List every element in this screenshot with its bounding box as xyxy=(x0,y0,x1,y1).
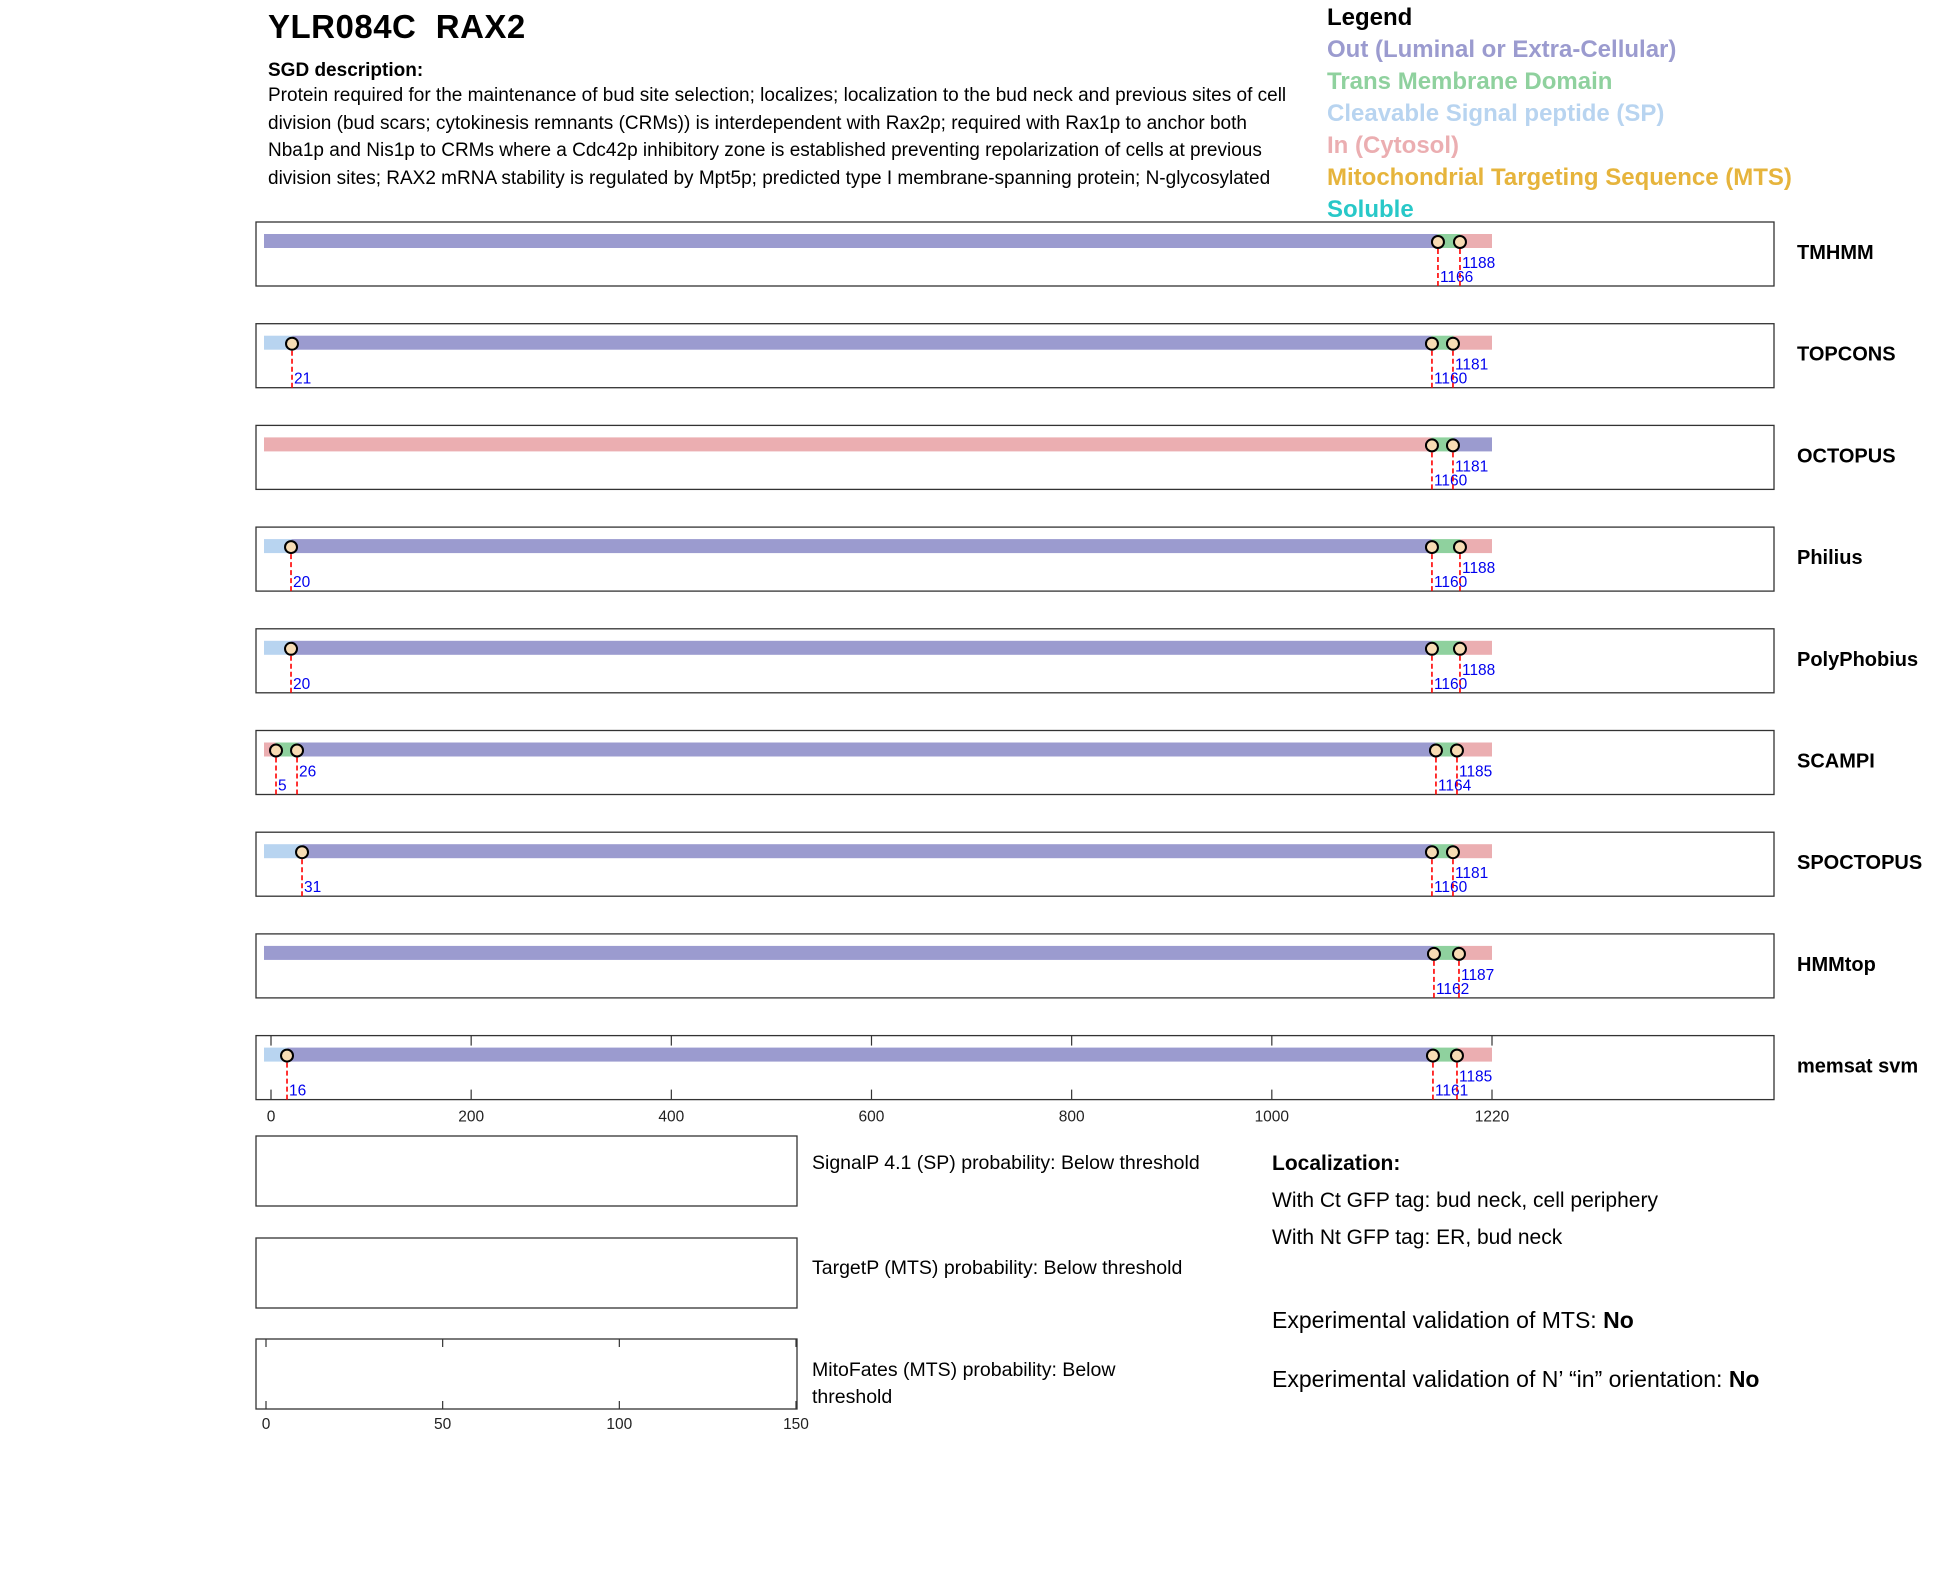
legend-item-out: Out (Luminal or Extra-Cellular) xyxy=(1327,36,1677,63)
track-frame xyxy=(256,731,1774,795)
track-frame xyxy=(256,832,1774,896)
probability-panel xyxy=(256,1136,797,1206)
legend-item-soluble: Soluble xyxy=(1327,196,1414,223)
boundary-label: 1181 xyxy=(1454,865,1489,883)
panel-x-tick-label: 50 xyxy=(434,1416,452,1433)
boundary-label: 1185 xyxy=(1458,763,1493,781)
gene-id: YLR084C xyxy=(268,8,417,45)
x-tick-label: 400 xyxy=(658,1108,685,1126)
boundary-label: 1185 xyxy=(1458,1068,1493,1086)
boundary-marker xyxy=(1451,1050,1463,1062)
boundary-label: 21 xyxy=(294,370,312,388)
boundary-label: 1188 xyxy=(1461,560,1496,578)
nin-validation xyxy=(1272,1366,1759,1393)
segment-out xyxy=(264,946,1433,960)
track-name: TOPCONS xyxy=(1797,343,1896,366)
boundary-label: 1181 xyxy=(1454,458,1489,476)
boundary-marker xyxy=(1447,338,1459,350)
boundary-label: 20 xyxy=(293,574,311,592)
segment-out xyxy=(298,743,1436,757)
boundary-marker xyxy=(1428,948,1440,960)
boundary-label: 1181 xyxy=(1454,356,1489,374)
track-frame xyxy=(256,1036,1774,1100)
track-frame xyxy=(256,934,1774,998)
boundary-marker xyxy=(1426,541,1438,553)
boundary-marker xyxy=(286,338,298,350)
boundary-marker xyxy=(296,846,308,858)
track-frame xyxy=(256,324,1774,388)
sgd-heading: SGD description: xyxy=(268,60,424,81)
boundary-label: 1161 xyxy=(1434,1082,1469,1100)
track-frame xyxy=(256,222,1774,286)
boundary-marker xyxy=(1427,1050,1439,1062)
boundary-marker xyxy=(1454,643,1466,655)
nin-validation-value: No xyxy=(1728,1366,1760,1392)
boundary-marker xyxy=(291,745,303,757)
legend-item-sp: Cleavable Signal peptide (SP) xyxy=(1327,100,1665,127)
boundary-marker xyxy=(270,745,282,757)
mts-validation-value: No xyxy=(1603,1307,1634,1333)
x-tick-label: 1220 xyxy=(1474,1108,1510,1126)
boundary-marker xyxy=(1432,236,1444,248)
boundary-label: 5 xyxy=(278,777,287,795)
boundary-label: 1160 xyxy=(1433,879,1468,897)
boundary-label: 1188 xyxy=(1461,661,1496,679)
boundary-marker xyxy=(1426,338,1438,350)
signalp-label: SignalP 4.1 (SP) probability: Below threshold xyxy=(812,1152,1200,1174)
boundary-marker xyxy=(1454,236,1466,248)
segment-out xyxy=(288,1048,1433,1062)
x-tick-label: 800 xyxy=(1058,1108,1085,1126)
segment-out xyxy=(303,844,1432,858)
legend-item-mts: Mitochondrial Targeting Sequence (MTS) xyxy=(1327,164,1792,191)
boundary-label: 16 xyxy=(289,1082,307,1100)
boundary-label: 1166 xyxy=(1439,269,1474,286)
localization-title: Localization: xyxy=(1272,1152,1401,1175)
boundary-marker xyxy=(1447,439,1459,451)
track-name: PolyPhobius xyxy=(1797,648,1919,671)
boundary-label: 1160 xyxy=(1433,370,1468,388)
segment-in xyxy=(264,437,1431,451)
boundary-marker xyxy=(1451,745,1463,757)
track-name: Philius xyxy=(1797,547,1863,570)
track-name: SPOCTOPUS xyxy=(1797,852,1923,875)
segment-out xyxy=(292,641,1432,655)
boundary-marker xyxy=(281,1050,293,1062)
boundary-label: 1164 xyxy=(1437,777,1472,795)
sgd-description: Protein required for the maintenance of bud site selection; localizes; localization to the bud neck and previous sites of cell division (bud scars; cytokinesis remnants (CRMs)) is interdependent with Rax2p; required with Rax1p to anchor both Nba1p and Nis1p to CRMs where a Cdc42p inhibitory zone is established preventing repolarization of cells at previous division sites; RAX2 mRNA stability is regulated by Mpt5p; predicted type I membrane-spanning protein; N-glycosylated xyxy=(268,85,1287,189)
probability-panel xyxy=(256,1238,797,1308)
legend-item-tm: Trans Membrane Domain xyxy=(1327,68,1613,95)
boundary-marker xyxy=(1426,643,1438,655)
panel-x-tick-label: 100 xyxy=(606,1416,633,1433)
boundary-marker xyxy=(1454,541,1466,553)
x-tick-label: 1000 xyxy=(1254,1108,1290,1126)
x-tick-label: 200 xyxy=(458,1108,485,1126)
track-name: TMHMM xyxy=(1797,242,1874,264)
x-tick-label: 600 xyxy=(858,1108,885,1126)
mitofates-label: MitoFates (MTS) probability: Below threshold xyxy=(812,1359,1116,1408)
segment-out xyxy=(293,336,1432,350)
boundary-marker xyxy=(1430,745,1442,757)
boundary-label: 1160 xyxy=(1433,675,1468,693)
segment-out xyxy=(264,234,1437,248)
track-frame xyxy=(256,527,1774,591)
boundary-label: 1160 xyxy=(1433,574,1468,592)
mts-validation-label: Experimental validation of MTS: xyxy=(1272,1307,1597,1333)
gene-name: RAX2 xyxy=(435,8,526,45)
segment-out xyxy=(292,539,1432,553)
track-name: HMMtop xyxy=(1797,953,1876,976)
boundary-marker xyxy=(1453,948,1465,960)
probability-panel xyxy=(256,1339,797,1409)
x-tick-label: 0 xyxy=(266,1108,276,1126)
boundary-label: 31 xyxy=(304,879,322,897)
boundary-label: 26 xyxy=(299,763,317,781)
track-name: OCTOPUS xyxy=(1797,445,1896,468)
legend-item-in: In (Cytosol) xyxy=(1327,132,1459,159)
boundary-label: 1162 xyxy=(1435,980,1470,998)
panel-x-tick-label: 0 xyxy=(261,1416,271,1433)
boundary-label: 1187 xyxy=(1460,966,1495,984)
boundary-label: 1160 xyxy=(1433,472,1468,490)
panel-x-tick-label: 150 xyxy=(783,1416,809,1433)
track-name: memsat svm xyxy=(1797,1055,1919,1078)
boundary-marker xyxy=(1426,846,1438,858)
nin-validation-label: Experimental validation of N’ “in” orientation: xyxy=(1272,1366,1723,1392)
nt-gfp-localization: With Nt GFP tag: ER, bud neck xyxy=(1272,1226,1563,1249)
boundary-marker xyxy=(1447,846,1459,858)
boundary-label: 20 xyxy=(293,675,311,693)
targetp-label: TargetP (MTS) probability: Below threshold xyxy=(812,1257,1183,1279)
ct-gfp-localization: With Ct GFP tag: bud neck, cell periphery xyxy=(1272,1189,1658,1212)
track-frame xyxy=(256,425,1774,489)
boundary-marker xyxy=(285,643,297,655)
mts-validation xyxy=(1272,1307,1634,1334)
track-frame xyxy=(256,629,1774,693)
boundary-marker xyxy=(1426,439,1438,451)
legend-title: Legend xyxy=(1327,4,1413,31)
track-name: SCAMPI xyxy=(1797,750,1875,773)
boundary-label: 1188 xyxy=(1461,255,1496,272)
boundary-marker xyxy=(285,541,297,553)
